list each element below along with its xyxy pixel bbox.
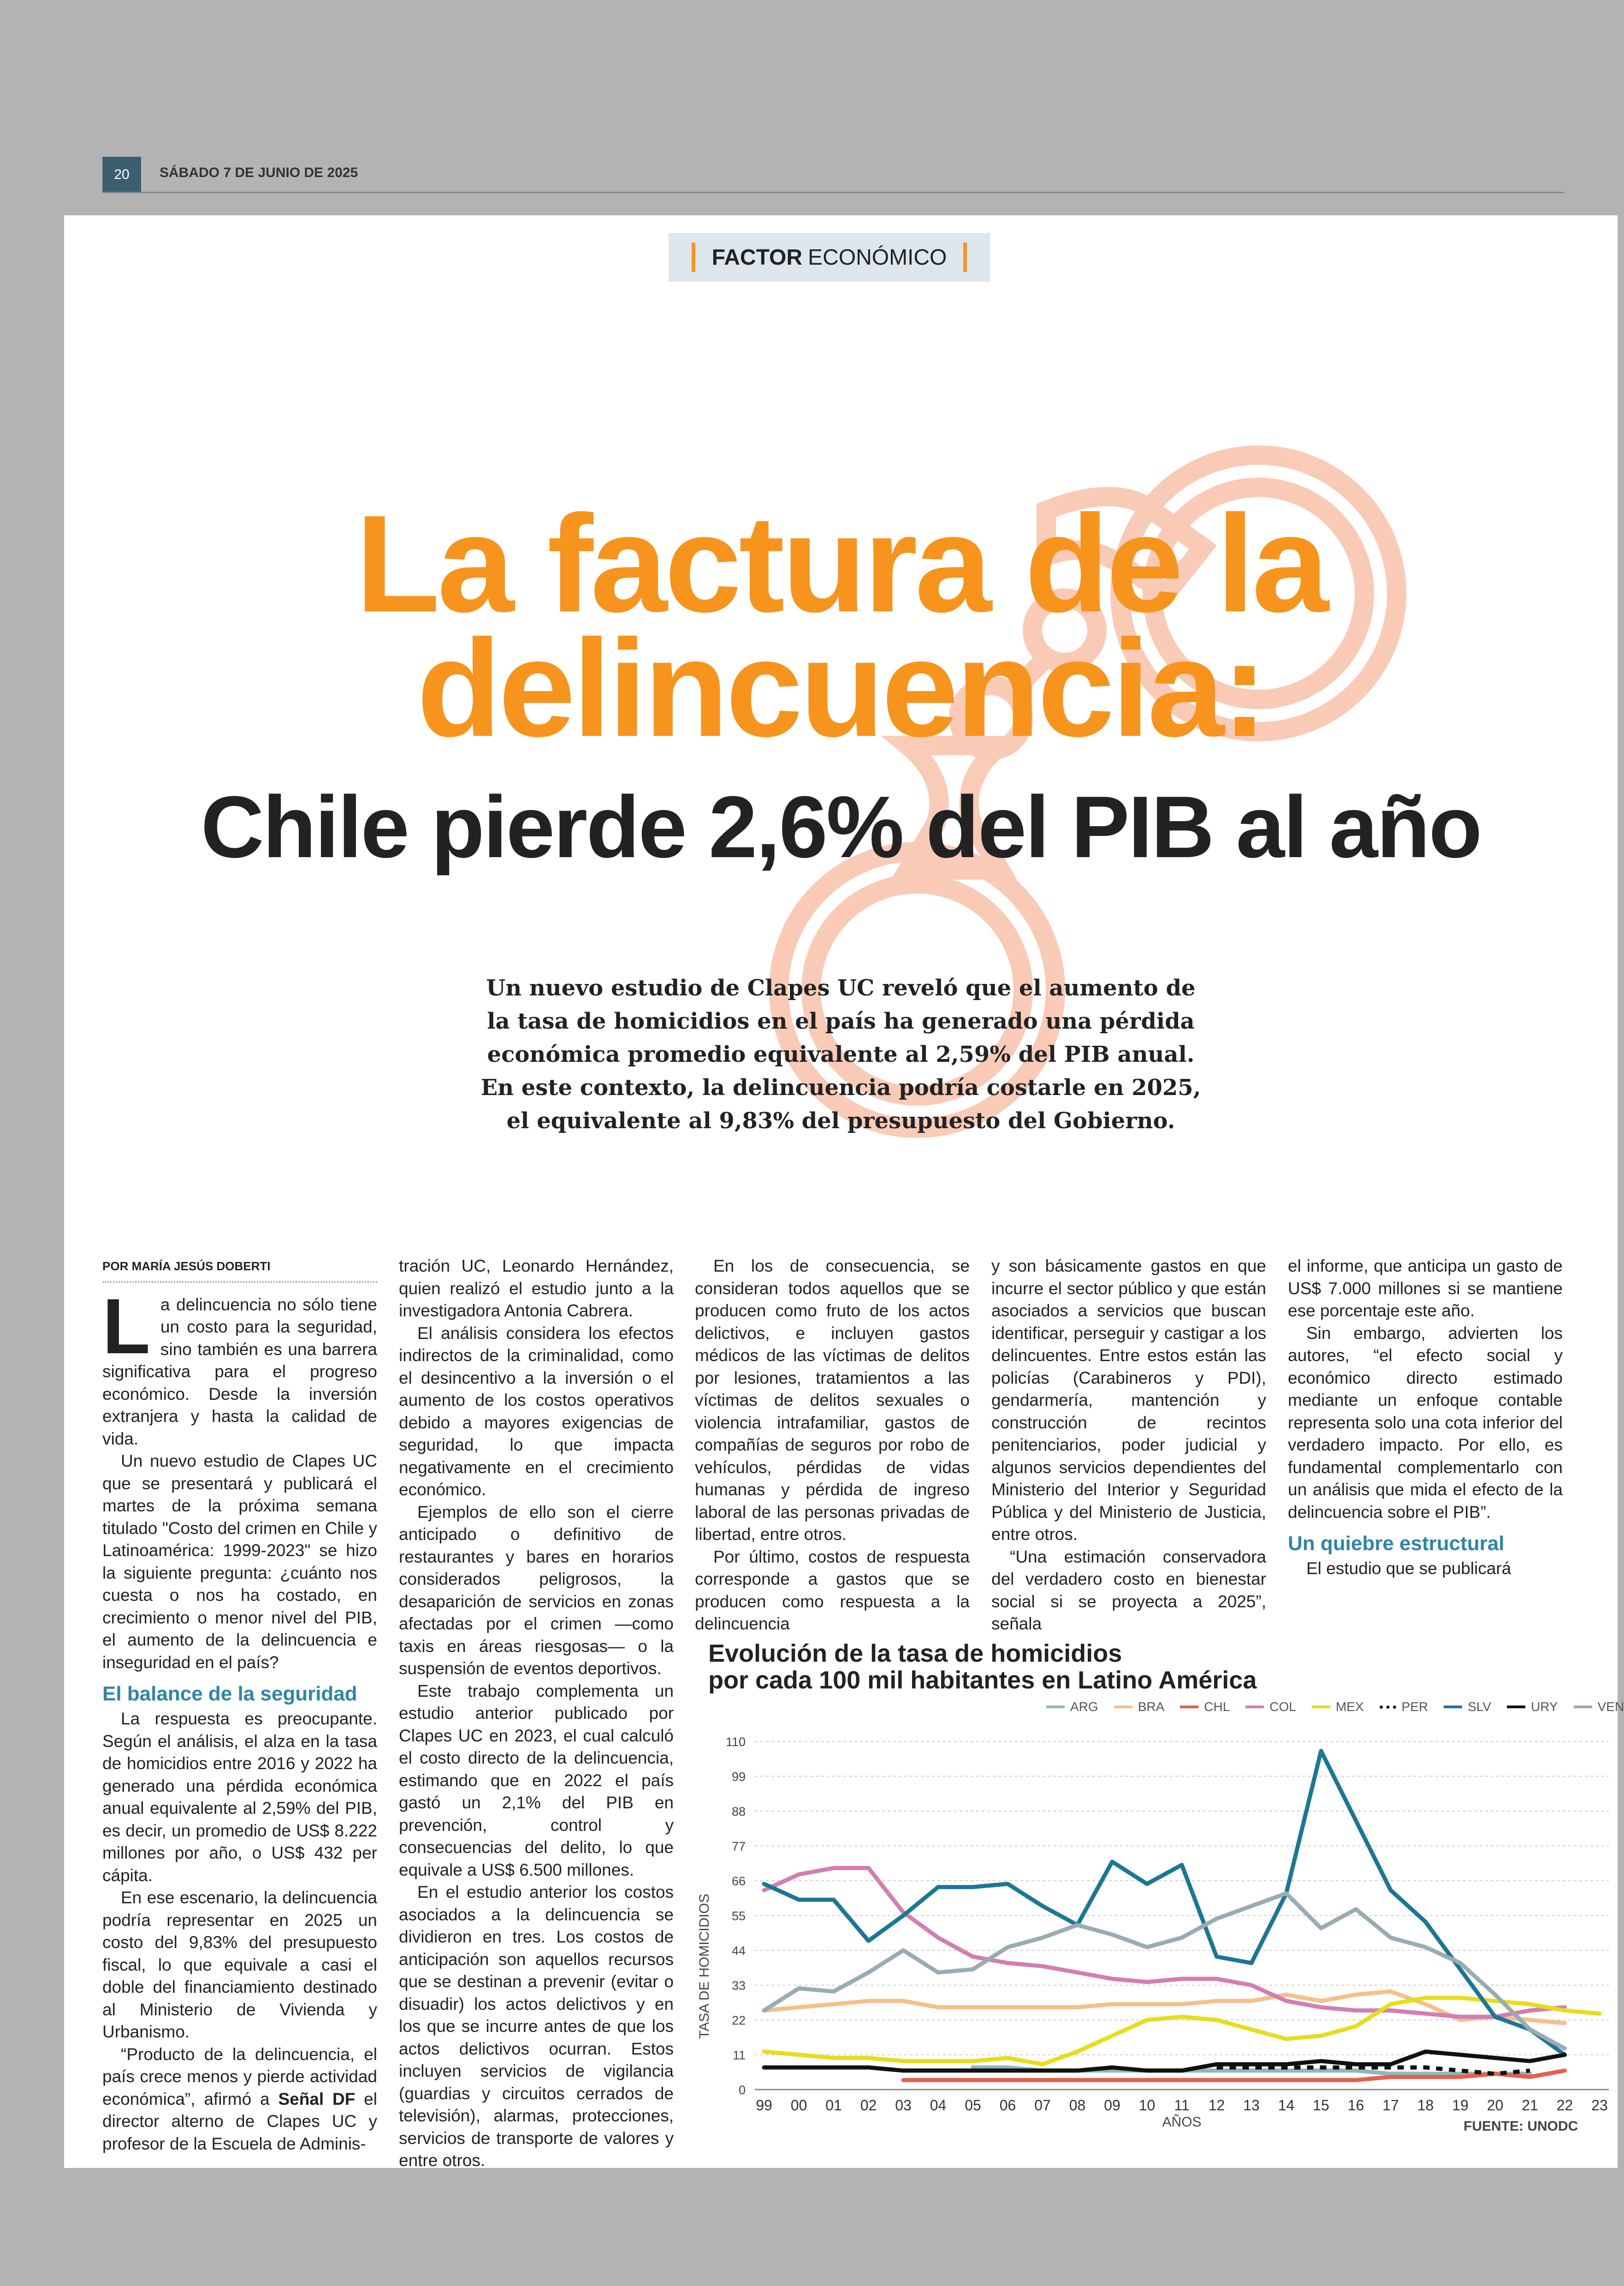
section-heading: Un quiebre estructural <box>1288 1532 1505 1555</box>
paragraph: Ejemplos de ello son el cierre anticipado o definitivo de restaurantes y bares en horarios considerados peligrosos, la desaparición de servicios en zonas afectadas por el crimen —como taxis en áreas riesgosas— o la suspensión de eventos deportivos. <box>399 1502 674 1678</box>
drop-cap: L <box>102 1282 150 1370</box>
x-tick-label: 14 <box>1278 2097 1295 2114</box>
newspaper-page <box>64 215 1624 2170</box>
y-tick-label: 66 <box>731 1874 746 1888</box>
x-tick-label: 05 <box>965 2097 981 2114</box>
legend-label: CHL <box>1204 1700 1230 1714</box>
x-tick-label: 11 <box>1174 2097 1190 2114</box>
chart-source: FUENTE: UNODC <box>1464 2119 1578 2134</box>
y-tick-label: 0 <box>738 2083 746 2097</box>
y-axis-label: TASA DE HOMICIDIOS <box>697 1894 712 2039</box>
page-header <box>102 157 1564 194</box>
x-tick-label: 13 <box>1243 2097 1260 2114</box>
paragraph <box>102 1282 377 1451</box>
x-axis-label: AÑOS <box>1162 2114 1202 2130</box>
series-line-slv <box>764 1751 1565 2055</box>
paragraph: y son básicamente gastos en que incurre el sector público y que están asociados a servicios que buscan identificar, perseguir y castigar a los delincuentes. Entre estos están las policías (Carabineros y PDI), gendarmería, mantención y construcción de recintos penitenciarios, poder judicial y algunos servicios dependientes del Ministerio del Interior y Seguridad Pública y del Ministerio de Justicia, entre otros. <box>991 1256 1266 1544</box>
paragraph: Sin embargo, advierten los autores, “el efecto social y económico directo estimado mediante un enfoque contable representa solo una cota inferior del verdadero impacto. Por ello, es fundamental complementarlo con un análisis que mida el efecto de la delincuencia sobre el PIB”. <box>1288 1323 1563 1522</box>
legend-swatch <box>1114 1706 1132 1708</box>
x-tick-label: 12 <box>1208 2097 1225 2114</box>
headline-line-1: La factura de la <box>356 486 1326 641</box>
legend-item-mex <box>1312 1700 1364 1714</box>
paragraph: tración UC, Leonardo Hernández, quien realizó el estudio junto a la investigadora Antonia Cabrera. <box>399 1256 674 1320</box>
x-tick-label: 02 <box>860 2097 877 2114</box>
legend-label: VEN <box>1597 1700 1624 1714</box>
paragraph-text: “Producto de la delincuencia, el país crece menos y pierde actividad económica”, afirmó a <box>102 2044 377 2108</box>
chart-legend <box>1046 1700 1624 1714</box>
paragraph: el informe, que anticipa un gasto de US$ 7.000 millones si se mantiene ese porcentaje este año. <box>1288 1256 1563 1320</box>
legend-item-chl <box>1180 1700 1230 1714</box>
legend-label: ARG <box>1070 1700 1098 1714</box>
x-tick-label: 99 <box>756 2097 772 2114</box>
x-tick-label: 09 <box>1104 2097 1120 2114</box>
article-column-5 <box>1288 1255 1563 1580</box>
section-heading: El balance de la seguridad <box>102 1682 357 1705</box>
chart-title <box>708 1640 1257 1694</box>
legend-swatch <box>1507 1706 1525 1708</box>
paragraph: El estudio que se publicará <box>1306 1559 1511 1578</box>
y-tick-label: 55 <box>731 1909 746 1923</box>
legend-item-per <box>1380 1700 1428 1714</box>
issue-date: SÁBADO 7 DE JUNIO DE 2025 <box>160 165 358 180</box>
article-column-2 <box>399 1255 674 2172</box>
byline: POR MARÍA JESÚS DOBERTI <box>102 1255 377 1283</box>
x-tick-label: 08 <box>1069 2097 1086 2114</box>
legend-swatch <box>1380 1706 1396 1709</box>
x-tick-label: 01 <box>825 2097 842 2114</box>
paragraph <box>102 2043 377 2156</box>
headline-line-2: delincuencia: <box>416 610 1265 765</box>
paragraph: En ese escenario, la delincuencia podría representar en 2025 un costo del 9,83% del presupuesto fiscal, lo que equivale a casi el doble del financiamiento destinado al Ministerio de Vivienda y Urbanismo. <box>102 1888 377 2041</box>
paragraph-text: a delincuencia no sólo tiene un costo para la seguridad, sino también es una barrera significativa para el progreso económico. Desde la inversión extranjera y hasta la calidad de vida. <box>102 1295 377 1448</box>
x-tick-label: 06 <box>999 2097 1016 2114</box>
section-label-bold: FACTOR <box>711 245 803 270</box>
paragraph: En el estudio anterior los costos asociados a la delincuencia se dividieron en tres. Los costos de anticipación son aquellos recursos que se destinan a prevenir (evitar o disuadir) los actos delictivos y en los que se incurre antes de que los actos delictivos ocurran. Estos incluyen servicios de vigilancia (guardias y circuitos cerrados de televisión), alarmas, protecciones, servicios de transporte de valores y entre otros. <box>399 1883 674 2170</box>
legend-label: COL <box>1269 1700 1296 1714</box>
legend-label: SLV <box>1468 1700 1491 1714</box>
subheadline: Chile pierde 2,6% del PIB al año <box>201 778 1481 876</box>
header-divider <box>102 192 1564 193</box>
paragraph: Este trabajo complementa un estudio anterior publicado por Clapes UC en 2023, el cual calculó el costo directo de la delincuencia, estimando que en 2022 el país gastó un 2,1% del PIB en prevención, control y consecuencias del delito, lo que equivale a US$ 6.500 millones. <box>399 1681 674 1879</box>
legend-swatch <box>1046 1706 1065 1708</box>
paragraph: Un nuevo estudio de Clapes UC que se presentará y publicará el martes de la próxima semana titulado "Costo del crimen en Chile y Latinoamérica: 1999-2023" se hizo la siguiente pregunta: ¿cuánto nos cuesta o nos ha costado, en crecimiento o menor nivel del PIB, el aumento de la delincuencia e inseguridad en el país? <box>102 1451 377 1672</box>
section-label <box>669 233 990 282</box>
section-bar-right <box>963 243 967 272</box>
x-tick-label: 19 <box>1452 2097 1469 2114</box>
page-number: 20 <box>102 157 141 193</box>
section-bar-left <box>692 243 695 272</box>
x-tick-label: 10 <box>1138 2097 1156 2114</box>
legend-swatch <box>1574 1706 1592 1708</box>
publication-name: Señal DF <box>278 2089 356 2108</box>
article-column-3 <box>695 1255 970 1635</box>
y-tick-label: 99 <box>731 1770 746 1784</box>
x-tick-label: 20 <box>1487 2097 1504 2114</box>
x-tick-label: 23 <box>1591 2097 1608 2114</box>
y-tick-label: 33 <box>731 1978 746 1993</box>
headline <box>64 486 1618 765</box>
chart-title-line-2: por cada 100 mil habitantes en Latino América <box>708 1666 1257 1694</box>
legend-item-bra <box>1114 1700 1165 1714</box>
legend-label: URY <box>1530 1700 1558 1714</box>
y-tick-label: 22 <box>731 2014 746 2027</box>
x-tick-label: 04 <box>930 2097 947 2114</box>
y-tick-label: 77 <box>731 1839 746 1854</box>
paragraph-text: el director alterno de Clapes UC y profesor de la Escuela de Adminis- <box>102 2089 377 2153</box>
paragraph: La respuesta es preocupante. Según el análisis, el alza en la tasa de homicidios entre 2016 y 2022 ha generado una pérdida económica anual equivalente al 2,59% del PIB, es decir, un promedio de US$ 8.222 millones por año, o US$ 432 per cápita. <box>102 1709 377 1885</box>
paragraph: El análisis considera los efectos indirectos de la criminalidad, como el desincentivo a la inversión o el aumento de los costos operativos debido a mayores exigencias de seguridad, lo que impacta negativamente en el crecimiento económico. <box>399 1323 674 1499</box>
y-tick-label: 44 <box>731 1944 746 1958</box>
article-column-4 <box>991 1255 1266 1635</box>
legend-item-ury <box>1507 1700 1558 1714</box>
legend-item-col <box>1245 1700 1296 1714</box>
section-label-regular: ECONÓMICO <box>808 245 947 270</box>
paragraph: “Una estimación conservadora del verdadero costo en bienestar social si se proyecta a 2025”, señala <box>991 1547 1266 1633</box>
x-tick-label: 15 <box>1313 2097 1329 2114</box>
legend-label: MEX <box>1335 1700 1364 1714</box>
legend-swatch <box>1312 1706 1330 1708</box>
legend-item-slv <box>1444 1700 1491 1714</box>
chart-title-line-1: Evolución de la tasa de homicidios <box>708 1640 1122 1667</box>
x-tick-label: 16 <box>1347 2097 1364 2114</box>
legend-swatch <box>1180 1706 1198 1708</box>
legend-label: PER <box>1401 1700 1428 1714</box>
lede-paragraph: Un nuevo estudio de Clapes UC reveló que el aumento de la tasa de homicidios en el país ha generado una pérdida económica promedio equivalente al 2,59% del PIB anual. En este contexto, la delincuencia podría costarle en 2025, el equivalente al 9,83% del presupuesto del Gobierno. <box>480 975 1201 1134</box>
article-column-1 <box>102 1255 377 2155</box>
paragraph: En los de consecuencia, se consideran todos aquellos que se producen como fruto de los actos delictivos, e incluyen gastos médicos de las víctimas de delitos por lesiones, tratamientos a las víctimas de delitos sexuales o violencia intrafamiliar, gastos de compañías de seguros por robo de vehículos, pérdidas de vidas humanas y pérdida de ingreso laboral de las personas privadas de libertad, entre otros. <box>695 1256 970 1544</box>
legend-swatch <box>1444 1706 1462 1708</box>
paragraph: Por último, costos de respuesta corresponde a gastos que se producen como respuesta a la delincuencia <box>695 1547 970 1633</box>
x-tick-label: 17 <box>1382 2097 1399 2114</box>
x-tick-label: 03 <box>895 2097 912 2114</box>
x-tick-label: 22 <box>1556 2097 1573 2114</box>
series-line-ven <box>764 1894 1565 2049</box>
legend-item-arg <box>1046 1700 1098 1714</box>
x-tick-label: 21 <box>1522 2097 1538 2114</box>
y-tick-label: 110 <box>725 1735 746 1749</box>
y-tick-label: 11 <box>732 2048 746 2062</box>
x-tick-label: 07 <box>1034 2097 1051 2114</box>
y-tick-label: 88 <box>731 1805 746 1818</box>
x-tick-label: 00 <box>790 2097 807 2114</box>
legend-label: BRA <box>1138 1700 1165 1714</box>
legend-swatch <box>1245 1706 1264 1708</box>
homicide-rate-line-chart <box>697 1718 1618 2152</box>
x-tick-label: 18 <box>1417 2097 1434 2114</box>
legend-item-ven <box>1574 1700 1624 1714</box>
